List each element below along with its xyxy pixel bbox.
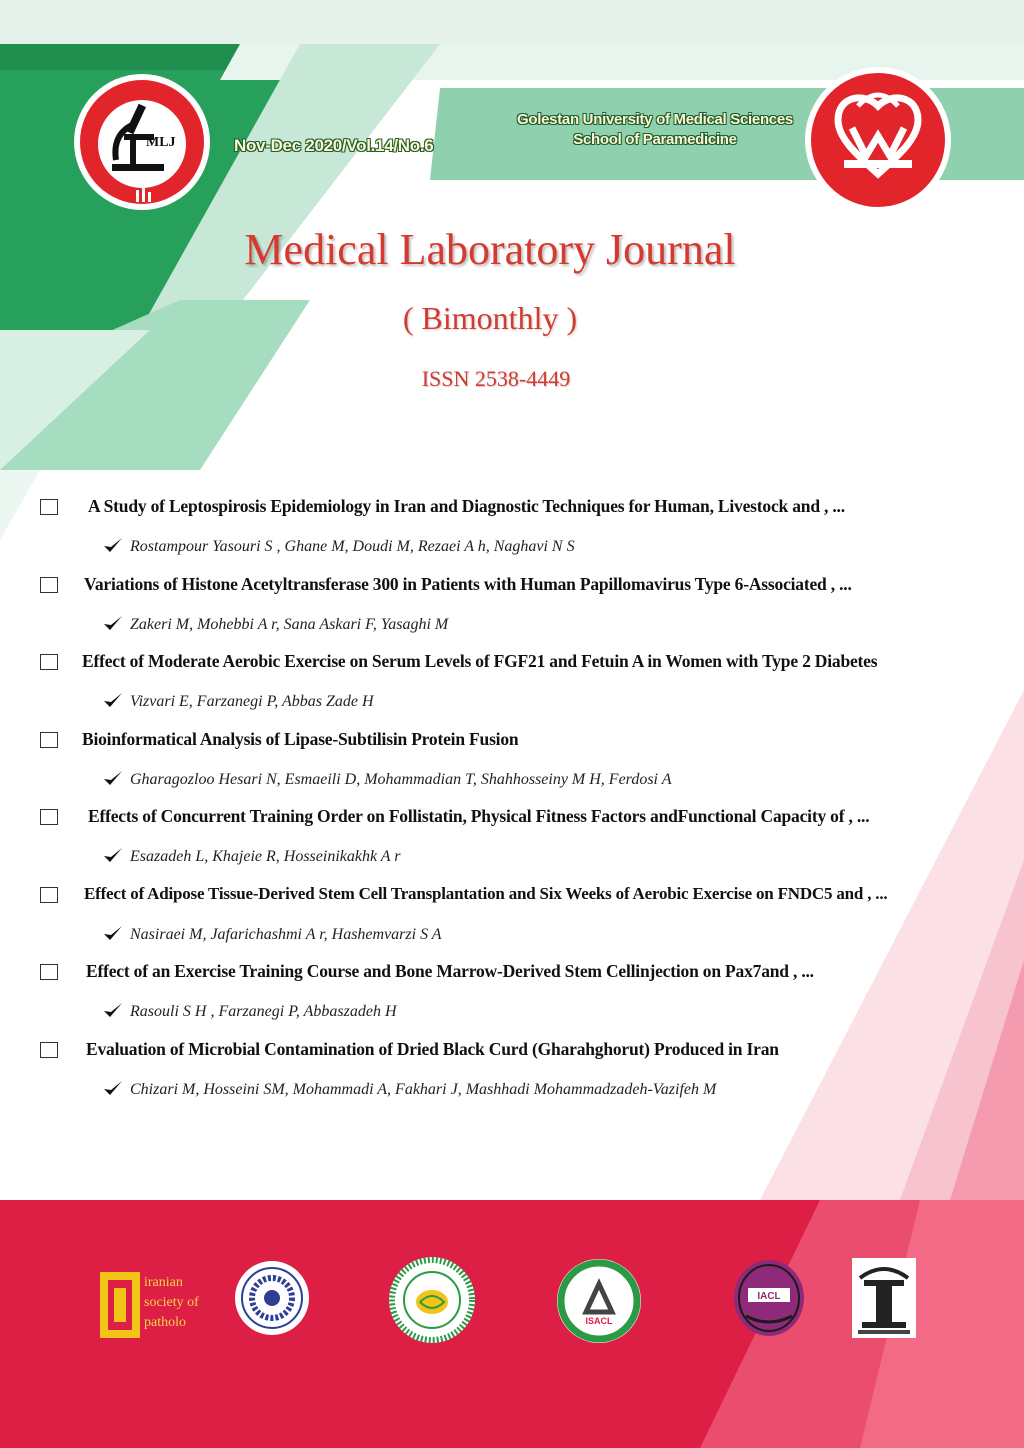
pathology-society-logo [96,1264,226,1344]
checkbox-icon [40,732,58,748]
article-title: Variations of Histone Acetyltransferase 300 in Patients with Human Papillomavirus Type 6-Associated , ... [84,573,852,594]
article-title: Effects of Concurrent Training Order on Follistatin, Physical Fitness Factors andFunctional Capacity of , ... [88,806,870,826]
check-mark-icon [102,1001,124,1019]
article-item [40,961,1020,1039]
issue-info: Nov-Dec 2020/Vol.14/No.6 [234,136,434,155]
check-mark-icon [102,1079,124,1097]
article-title: Effect of Adipose Tissue-Derived Stem Cell Transplantation and Six Weeks of Aerobic Exercise on FNDC5 and , ... [84,883,888,903]
journal-subtitle: ( Bimonthly ) [402,300,578,336]
authors-text: Zakeri M, Mohebbi A r, Sana Askari F, Yasaghi M [130,615,449,633]
checkbox-icon [40,887,58,903]
article-authors [102,691,374,711]
article-authors [102,924,442,944]
article-title: Evaluation of Microbial Contamination of Dried Black Curd (Gharahghorut) Produced in Iran [86,1038,779,1059]
article-title: A Study of Leptospirosis Epidemiology in Iran and Diagnostic Techniques for Human, Livestock and , ... [88,496,845,516]
journal-issn: ISSN 2538-4449 [421,366,571,391]
authors-text: Rostampour Yasouri S , Ghane M, Doudi M, Rezaei A h, Naghavi N S [130,538,575,555]
authors-text: Nasiraei M, Jafarichashmi A r, Hashemvarzi S A [130,925,442,943]
article-item [40,1039,1020,1117]
authors-text: Vizvari E, Farzanegi P, Abbas Zade H [130,693,374,710]
check-mark-icon [102,614,124,632]
checkbox-icon [40,577,58,593]
university-emblem-logo [852,1258,916,1338]
svg-text:ISACL: ISACL [585,1316,613,1326]
school-name: School of Paramedicine [573,131,737,148]
authors-text: Rasouli S H , Farzanegi P, Abbaszadeh H [130,1003,397,1020]
university-logo [804,66,952,214]
article-authors [102,614,448,634]
article-item [40,729,1020,807]
article-authors [102,846,401,866]
authors-text: Esazadeh L, Khajeie R, Hosseinikakhk A r [130,848,401,865]
journal-title: Medical Laboratory Journal [244,225,736,274]
article-item [40,806,1020,884]
article-authors [102,1001,397,1021]
svg-text:patholo: patholo [144,1315,186,1330]
checkbox-icon [40,499,58,515]
checkbox-icon [40,809,58,825]
check-mark-icon [102,846,124,864]
article-item [40,496,1020,574]
parasitology-society-logo [234,1260,310,1336]
publisher-block [505,110,805,150]
partner-logos [0,1256,1024,1352]
check-mark-icon [102,536,124,554]
journal-logo [72,72,212,212]
university-name: Golestan University of Medical Sciences [517,111,793,128]
authors-text: Gharagozloo Hesari N, Esmaeili D, Mohammadian T, Shahhosseiny M H, Ferdosi A [130,770,672,788]
article-authors [102,1079,716,1099]
isacl-logo [556,1258,642,1344]
article-authors [102,769,671,789]
article-title: Effect of an Exercise Training Course and Bone Marrow-Derived Stem Cellinjection on Pax7and , ... [86,961,814,981]
svg-text:MLJ: MLJ [146,135,176,150]
checkbox-icon [40,964,58,980]
svg-text:society of: society of [144,1295,199,1310]
check-mark-icon [102,924,124,942]
article-item [40,574,1020,652]
svg-text:IACL: IACL [757,1291,781,1302]
article-list [40,496,1020,1116]
article-item [40,884,1020,962]
article-authors [102,536,575,556]
microbiology-society-logo [388,1256,476,1344]
checkbox-icon [40,1042,58,1058]
article-title: Bioinformatical Analysis of Lipase-Subtilisin Protein Fusion [82,728,519,749]
article-item [40,651,1020,729]
authors-text: Chizari M, Hosseini SM, Mohammadi A, Fakhari J, Mashhadi Mohammadzadeh-Vazifeh M [130,1080,717,1098]
check-mark-icon [102,691,124,709]
iacl-logo [732,1258,806,1338]
check-mark-icon [102,769,124,787]
svg-text:iranian: iranian [144,1275,183,1290]
checkbox-icon [40,654,58,670]
article-title: Effect of Moderate Aerobic Exercise on Serum Levels of FGF21 and Fetuin A in Women with Type 2 Diabetes [82,651,878,671]
